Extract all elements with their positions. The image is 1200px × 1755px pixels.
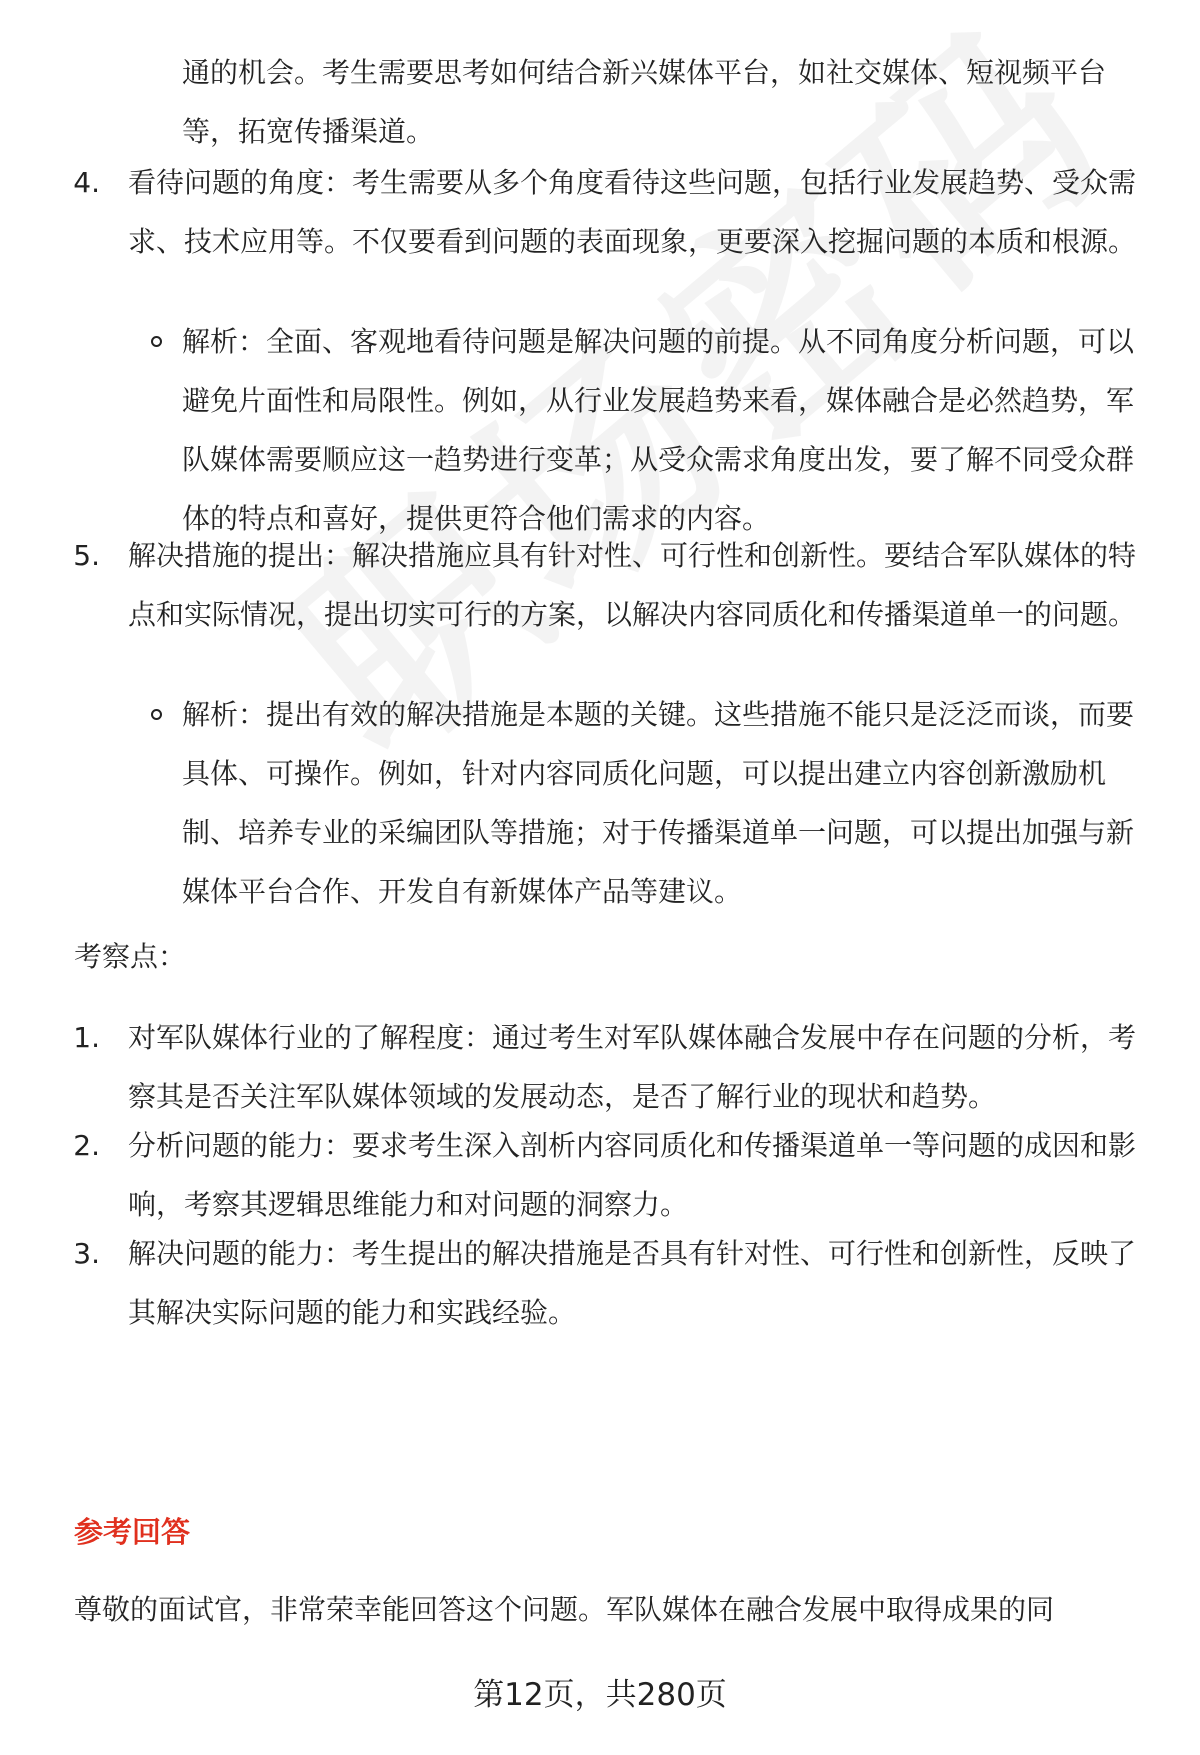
- list-item-text: 解决措施的提出：解决措施应具有针对性、可行性和创新性。要结合军队媒体的特点和实际情况，提出切实可行的方案，以解决内容同质化和传播渠道单一的问题。: [128, 539, 1137, 631]
- circle-bullet-icon: [151, 336, 162, 347]
- page-number: 第12页，共280页: [473, 1677, 727, 1713]
- assessment-item-text: 对军队媒体行业的了解程度：通过考生对军队媒体融合发展中存在问题的分析，考察其是否关注军队媒体领域的发展动态，是否了解行业的现状和趋势。: [128, 1021, 1137, 1113]
- reference-answer-text: 尊敬的面试官，非常荣幸能回答这个问题。军队媒体在融合发展中取得成果的同: [74, 1593, 1055, 1626]
- continuation-text: 通的机会。考生需要思考如何结合新兴媒体平台，如社交媒体、短视频平台等，拓宽传播渠道。: [182, 56, 1107, 148]
- analysis-text: 解析：提出有效的解决措施是本题的关键。这些措施不能只是泛泛而谈，而要具体、可操作。例如，针对内容同质化问题，可以提出建立内容创新激励机制、培养专业的采编团队等措施；对于传播渠道单一问题，可以提出加强与新媒体平台合作、开发自有新媒体产品等建议。: [182, 698, 1135, 908]
- reference-answer-heading: 参考回答: [74, 1515, 191, 1549]
- list-number: 4.: [73, 166, 100, 199]
- list-item-text: 看待问题的角度：考生需要从多个角度看待这些问题，包括行业发展趋势、受众需求、技术应用等。不仅要看到问题的表面现象，更要深入挖掘问题的本质和根源。: [128, 166, 1137, 258]
- list-number: 5.: [73, 539, 100, 572]
- circle-bullet-icon: [151, 709, 162, 720]
- assessment-item-text: 分析问题的能力：要求考生深入剖析内容同质化和传播渠道单一等问题的成因和影响，考察其逻辑思维能力和对问题的洞察力。: [128, 1129, 1137, 1221]
- assessment-label: 考察点：: [74, 940, 187, 973]
- assessment-item-text: 解决问题的能力：考生提出的解决措施是否具有针对性、可行性和创新性，反映了其解决实际问题的能力和实践经验。: [128, 1237, 1137, 1329]
- list-number: 2.: [73, 1129, 100, 1162]
- list-number: 3.: [73, 1237, 100, 1270]
- analysis-text: 解析：全面、客观地看待问题是解决问题的前提。从不同角度分析问题，可以避免片面性和局限性。例如，从行业发展趋势来看，媒体融合是必然趋势，军队媒体需要顺应这一趋势进行变革；从受众需求角度出发，要了解不同受众群体的特点和喜好，提供更符合他们需求的内容。: [182, 325, 1135, 535]
- list-number: 1.: [73, 1021, 100, 1054]
